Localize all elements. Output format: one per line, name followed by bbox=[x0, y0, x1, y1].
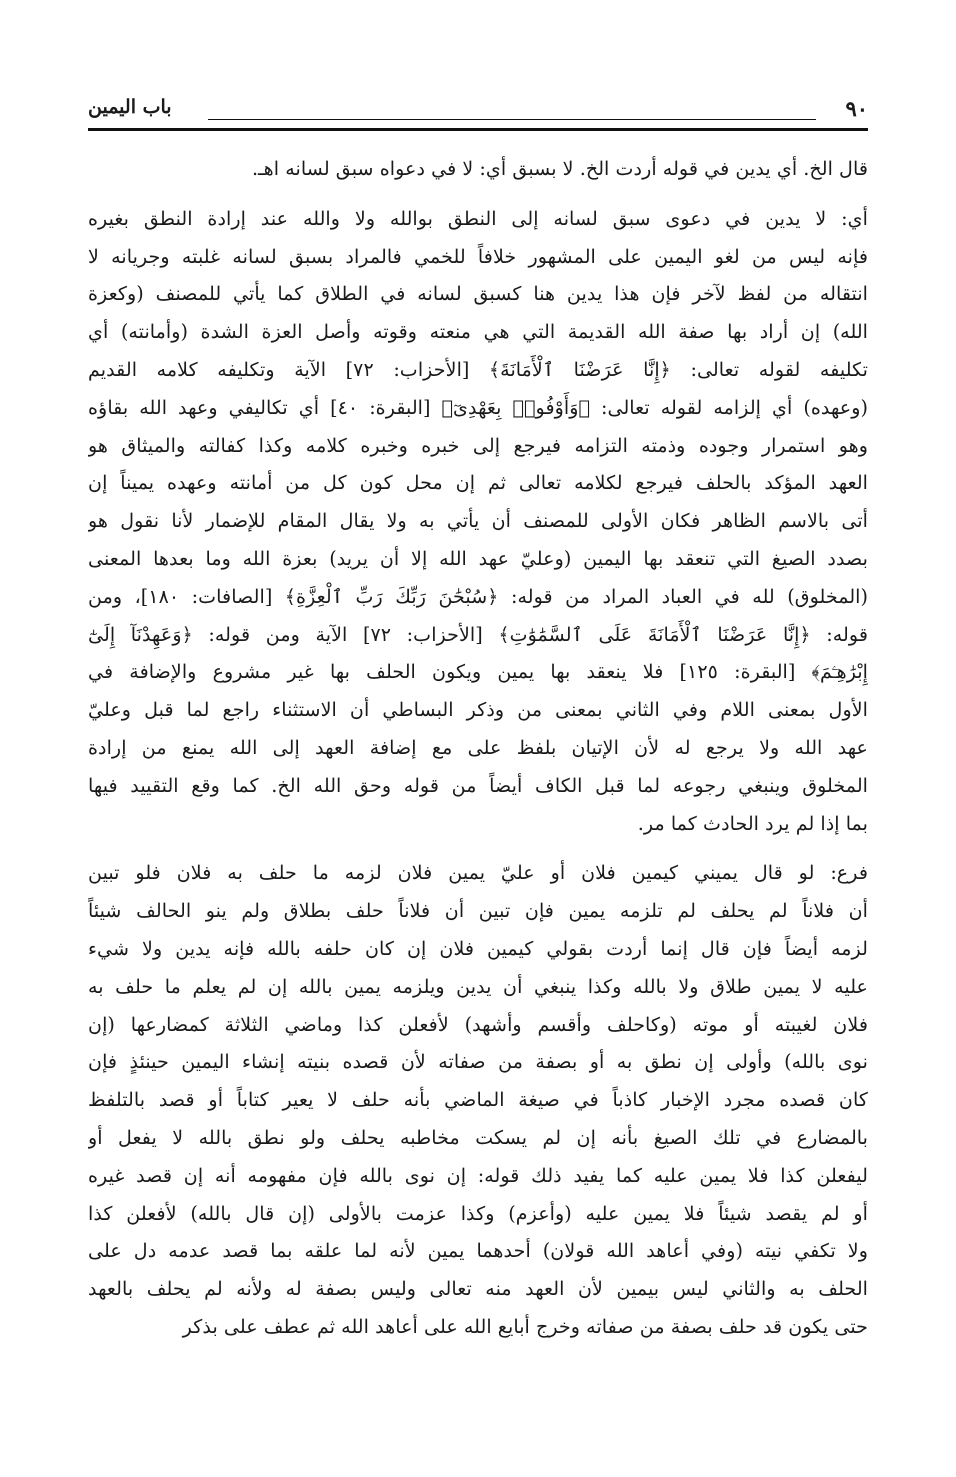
text-line: قال الخ. أي يدين في قوله أردت الخ. لا بسبق أي: لا في دعواه سبق لسانه اهـ. bbox=[251, 157, 868, 180]
text-line: تكليفه لقوله تعالى: ﴿إِنَّا عَرَضْنَا ٱلْأَمَانَةَ﴾ [الأحزاب: ٧٢] الآية وتكليفه كلامه القديم bbox=[88, 357, 868, 381]
page-body bbox=[88, 150, 868, 1358]
running-title: باب اليمين bbox=[88, 96, 172, 118]
text-line: الحلف به والثاني ليس بيمين لأن العهد منه تعالى وليس بصفة له ولأنه لم يحلف بالعهد bbox=[88, 1277, 868, 1301]
paragraph bbox=[88, 854, 868, 1345]
text-line: الله) إن أراد بها صفة الله القديمة التي هي منعته وقوته وأصل العزة الشدة (وأمانته) أي bbox=[88, 320, 868, 344]
text-line: قوله: ﴿إِنَّا عَرَضْنَا ٱلْأَمَانَةَ عَلَى ٱلسَّمَٰوَٰتِ﴾ [الأحزاب: ٧٢] الآية ومن قوله: ﴿وَعَهِدْنَآ إِلَىٰٓ bbox=[88, 622, 868, 646]
paragraph bbox=[88, 200, 868, 843]
text-line: أن فلاناً لم يحلف لم تلزمه يمين فإن تبين أن فلاناً حلف بطلاق ولم ينو الحالف شيئاً bbox=[88, 899, 868, 923]
header-divider bbox=[88, 128, 868, 131]
page-number: ٩٠ bbox=[845, 96, 868, 121]
text-line: إِبْرَٰهِـۧمَ﴾ [البقرة: ١٢٥] فلا ينعقد بها يمين ويكون الحلف بها غير مشروع والإضافة في bbox=[88, 660, 868, 684]
text-line: أي: لا يدين في دعوى سبق لسانه إلى النطق بوالله ولا والله عند إرادة النطق بغيره bbox=[88, 206, 868, 230]
header-rule bbox=[208, 119, 816, 120]
text-line: فإنه ليس من لغو اليمين على المشهور خلافاً للخمي فالمراد بسبق لسانه غلبته وجريانه لا bbox=[88, 244, 868, 268]
text-line: ليفعلن كذا فلا يمين عليه كما يفيد ذلك قوله: إن نوى بالله فإن مفهومه أنه إن قصد غيره bbox=[88, 1163, 868, 1187]
page-header bbox=[88, 92, 868, 128]
text-line: (وعهده) أي إلزامه لقوله تعالى: ﴿وَأَوْفُوا۟ بِعَهْدِىٓ﴾ [البقرة: ٤٠] أي تكاليفي وعهد الله بقاؤه bbox=[88, 395, 868, 419]
text-line: العهد المؤكد بالحلف فيرجع لكلامه تعالى ثم إن محل كون كل من أمانته وعهده يميناً إن bbox=[88, 471, 868, 495]
text-line: بما إذا لم يرد الحادث كما مر. bbox=[637, 811, 868, 835]
text-line: لزمه أيضاً فإن قال إنما أردت بقولي كيمين فلان إن كان حلفه بالله فإنه يدين ولا شيء bbox=[88, 936, 868, 960]
text-line: الأول بمعنى اللام وفي الثاني بمعنى من وذكر البساطي أن الاستثناء راجع لما قبل وعليّ bbox=[88, 698, 868, 722]
text-line: بالمضارع في تلك الصيغ بأنه إن لم يسكت مخاطبه يحلف ولو نطق بالله لا يفعل أو bbox=[88, 1125, 868, 1149]
text-line: حتى يكون قد حلف بصفة من صفاته وخرج أبايع الله على أعاهد الله ثم عطف على بذكر bbox=[182, 1314, 868, 1338]
text-line: فرع: لو قال يميني كيمين فلان أو عليّ يمين فلان لزمه ما حلف به فلان فلو تبين bbox=[88, 861, 868, 885]
text-line: ولا تكفي نيته (وفي أعاهد الله قولان) أحدهما يمين لأنه لما علقه بما قصد عدمه دل على bbox=[88, 1239, 868, 1263]
text-line: كان قصده مجرد الإخبار كاذباً في صيغة الماضي بأنه حلف لا يعير كتاباً أو قصد بالتلفظ bbox=[88, 1088, 868, 1112]
text-line: عليه لا يمين طلاق ولا بالله وكذا ينبغي أن يدين ويلزمه يمين بالله إن لم يعلم ما حلف به bbox=[88, 974, 868, 998]
text-line: وهو استمرار وجوده وذمته التزامه فيرجع إلى خبره وخبره كلامه وكذا كفالته والميثاق هو bbox=[88, 433, 868, 457]
text-line: المخلوق وينبغي رجوعه لما قبل الكاف أيضاً من قوله وحق الله الخ. كما وقع التقييد فيها bbox=[88, 773, 868, 797]
text-line: أتى بالاسم الظاهر فكان الأولى للمصنف أن يأتي به ولا يقال المقام للإضمار لأنا نقول هو bbox=[88, 509, 868, 533]
text-line: انتقاله من لفظ لآخر فإن هذا يدين هنا كسبق لسانه في الطلاق كما يأتي للمصنف (وكعزة bbox=[88, 282, 868, 306]
paragraph bbox=[88, 150, 868, 188]
text-line: عهد الله ولا يرجع له لأن الإتيان بلفظ على مع إضافة العهد إلى الله يمنع من إرادة bbox=[88, 735, 868, 759]
text-line: أو لم يقصد شيئاً فلا يمين عليه (وأعزم) وكذا عزمت بالأولى (إن قال بالله) لأفعلن كذا bbox=[88, 1201, 868, 1225]
text-line: (المخلوق) لله في العباد المراد من قوله: ﴿سُبْحَٰنَ رَبِّكَ رَبِّ ٱلْعِزَّةِ﴾ [الصافات: ١٨٠]، ومن bbox=[88, 584, 868, 608]
text-line: نوى بالله) وأولى إن نطق به أو بصفة من صفاته لأن قصده بنيته إنشاء اليمين حينئذٍ فإن bbox=[88, 1050, 868, 1074]
text-line: بصدد الصيغ التي تنعقد بها اليمين (وعليّ عهد الله إلا أن يريد) بعزة الله وما بعدها المعنى bbox=[88, 546, 868, 570]
text-line: فلان لغيبته أو موته (وكاحلف وأقسم وأشهد) لأفعلن كذا وماضي الثلاثة كمضارعها (إن bbox=[88, 1012, 868, 1036]
